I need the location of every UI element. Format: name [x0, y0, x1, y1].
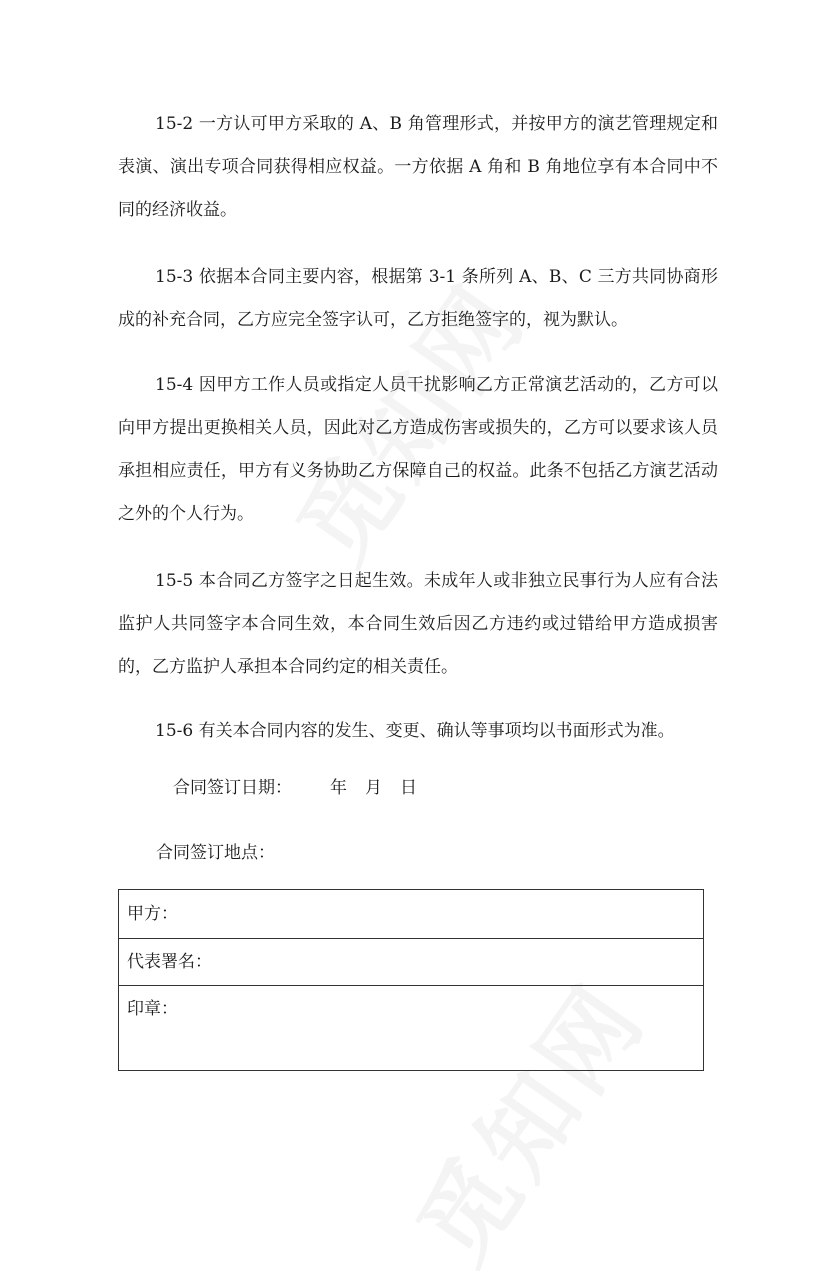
clause-15-5: 15-5 本合同乙方签字之日起生效。未成年人或非独立民事行为人应有合法监护人共同签字本合同生效，本合同生效后因乙方违约或过错给甲方造成损害的，乙方监护人承担本合同约定的相关责任。 [118, 571, 718, 677]
signing-date-line [173, 776, 417, 800]
table-row [119, 986, 704, 1071]
signing-date-label: 合同签订日期： [173, 778, 292, 798]
table-row [119, 939, 704, 986]
clause-15-2: 15-2 一方认可甲方采取的 A、B 角管理形式，并按甲方的演艺管理规定和表演、演出专项合同获得相应权益。一方依据 A 角和 B 角地位享有本合同中不同的经济收益。 [118, 114, 718, 220]
signing-month: 月 [365, 778, 382, 798]
clause-15-6: 15-6 有关本合同内容的发生、变更、确认等事项均以书面形式为准。 [155, 721, 675, 741]
representative-cell: 代表署名： [119, 939, 704, 986]
seal-cell: 印章： [119, 986, 704, 1071]
table-row [119, 890, 704, 939]
signing-place-label: 合同签订地点： [156, 843, 275, 863]
signature-table [118, 889, 704, 1071]
signing-year: 年 [330, 778, 347, 798]
signing-day: 日 [400, 778, 417, 798]
clause-15-3: 15-3 依据本合同主要内容，根据第 3-1 条所列 A、B、C 三方共同协商形成的补充合同，乙方应完全签字认可，乙方拒绝签字的，视为默认。 [118, 267, 718, 330]
party-a-cell: 甲方： [119, 890, 704, 939]
clause-15-4: 15-4 因甲方工作人员或指定人员干扰影响乙方正常演艺活动的，乙方可以向甲方提出更换相关人员，因此对乙方造成伤害或损失的，乙方可以要求该人员承担相应责任，甲方有义务协助乙方保障自己的权益。此条不包括乙方演艺活动之外的个人行为。 [118, 375, 718, 524]
